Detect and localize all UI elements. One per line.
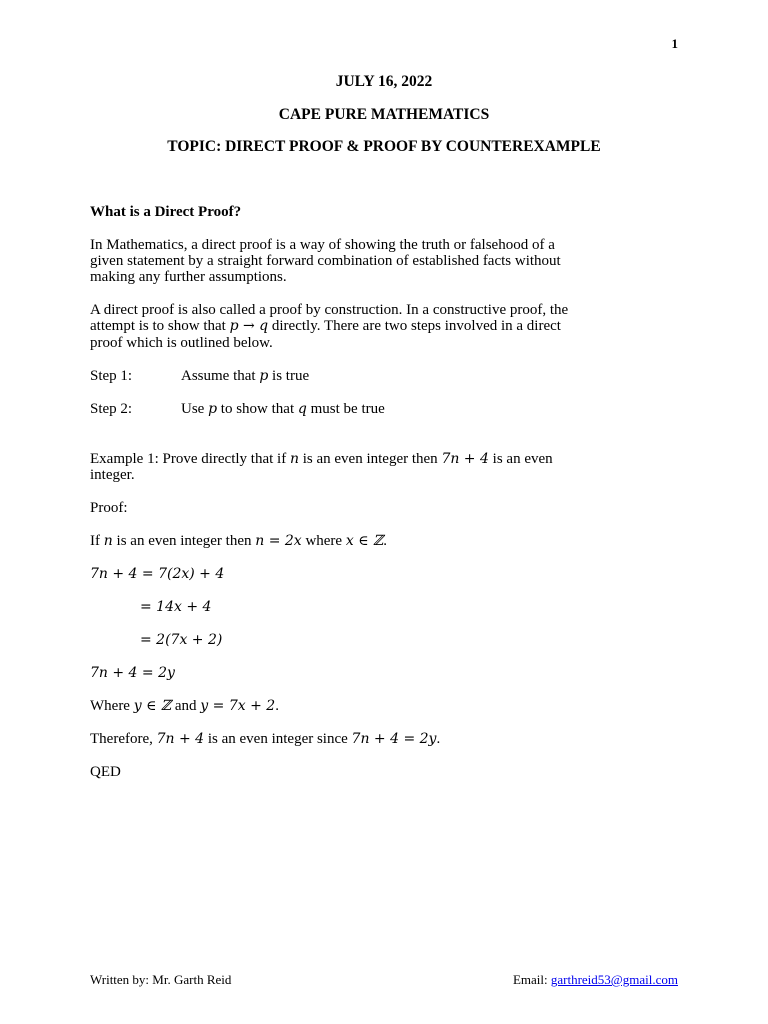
therefore-line [90, 731, 440, 748]
example-math-n: n [289, 451, 299, 467]
proof-line-1 [90, 533, 387, 550]
example-line-1 [90, 451, 553, 468]
step-2-math: p [208, 401, 218, 417]
footer-author: Written by: Mr. Garth Reid [90, 972, 232, 987]
proof-label: Proof: [90, 500, 128, 516]
construction-line-1: A direct proof is also called a proof by construction. In a constructive proof, the [90, 302, 569, 318]
where-mid: and [171, 698, 201, 714]
intro-line-3: making any further assumptions. [90, 269, 287, 285]
equation-3: = 2(7x + 2) [140, 632, 223, 648]
section-title: What is a Direct Proof? [90, 204, 242, 220]
step-2-math2: q [297, 401, 307, 417]
example-mid: is an even integer then [298, 451, 442, 467]
email-link[interactable]: garthreid53@gmail.com [550, 972, 678, 987]
example-pre: Example 1: Prove directly that if [90, 451, 290, 467]
example-math-expr: 7n + 4 [441, 451, 489, 467]
step-2-label: Step 2: [90, 401, 133, 417]
equation-4: 7n + 4 = 2y [90, 665, 175, 681]
equation-1: 7n + 4 = 7(2x) + 4 [90, 566, 225, 582]
construction-line-3: proof which is outlined below. [90, 335, 273, 351]
therefore-math-2: 7n + 4 = 2y [351, 731, 437, 747]
document-subject: CAPE PURE MATHEMATICS [278, 106, 490, 123]
step-1-label: Step 1: [90, 368, 133, 384]
where-post: . [275, 698, 279, 714]
math-p-implies-q: p → q [229, 318, 269, 334]
therefore-pre: Therefore, [90, 731, 157, 747]
step-2 [90, 401, 385, 418]
proof-math-n: n [103, 533, 113, 549]
where-math-2: y = 7x + 2 [200, 698, 276, 714]
footer-email-label: Email: [512, 972, 551, 987]
document-date: JULY 16, 2022 [335, 73, 433, 90]
step-1-post: is true [268, 368, 310, 384]
therefore-post: . [436, 731, 441, 747]
proof-line-1-post: . [383, 533, 387, 549]
intro-line-2: given statement by a straight forward combination of established facts without [90, 253, 561, 269]
intro-line-1: In Mathematics, a direct proof is a way of showing the truth or falsehood of a [90, 237, 555, 253]
equation-2: = 14x + 4 [140, 599, 212, 615]
example-post: is an even [488, 451, 553, 467]
proof-line-1-mid2: where [301, 533, 346, 549]
document-topic: TOPIC: DIRECT PROOF & PROOF BY COUNTEREXAMPLE [167, 138, 601, 155]
construction-line-2-pre: attempt is to show that [90, 318, 230, 334]
page-number: 1 [671, 36, 678, 51]
proof-math-x-in-z: x ∈ ℤ [345, 533, 384, 549]
where-math-1: y ∈ ℤ [133, 698, 172, 714]
where-line [90, 698, 279, 715]
step-2-post: to show that [217, 401, 298, 417]
where-pre: Where [90, 698, 134, 714]
therefore-math-1: 7n + 4 [156, 731, 205, 747]
step-1-pre: Assume that [181, 368, 260, 384]
example-line-2: integer. [90, 467, 135, 483]
footer-email [513, 972, 678, 988]
therefore-mid: is an even integer since [204, 731, 352, 747]
proof-math-n-eq: n = 2x [255, 533, 302, 549]
construction-line-2 [90, 318, 561, 335]
step-1-math: p [259, 368, 269, 384]
proof-line-1-pre: If [90, 533, 104, 549]
proof-line-1-mid: is an even integer then [112, 533, 256, 549]
step-2-post2: must be true [306, 401, 385, 417]
qed-label: QED [90, 764, 121, 780]
construction-line-2-post: directly. There are two steps involved in a direct [268, 318, 561, 334]
step-2-pre: Use [181, 401, 209, 417]
step-1 [90, 368, 309, 385]
